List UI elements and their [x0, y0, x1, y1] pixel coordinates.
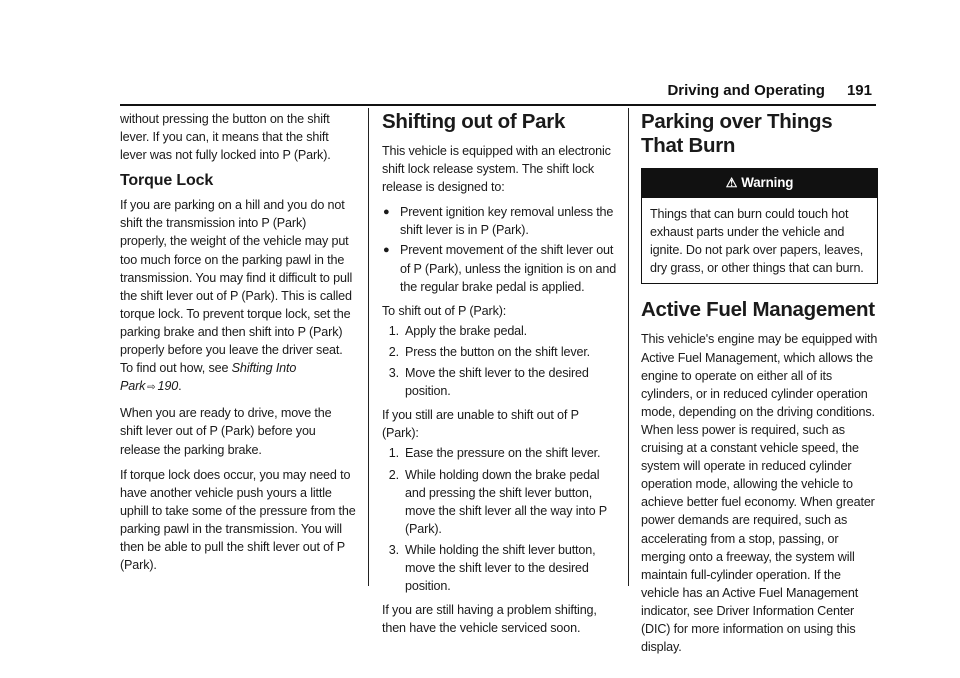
- list-item: 3. While holding the shift lever button, move the shift lever to the desired position.: [388, 542, 596, 594]
- section-heading-active-fuel-management: Active Fuel Management: [641, 298, 875, 322]
- warning-text: Things that can burn could touch hot exhaust parts under the vehicle and ignite. Do not park over papers, leaves, dry grass, or other things that can burn.: [650, 207, 864, 276]
- bullet-item: ● Prevent ignition key removal unless the shift lever is in P (Park).: [383, 205, 614, 238]
- warning-header: [642, 169, 877, 198]
- column-divider: [368, 108, 369, 586]
- bullet-list: [382, 203, 618, 295]
- list-item: 1. Ease the pressure on the shift lever.: [388, 446, 601, 461]
- column-3: [641, 110, 878, 663]
- paragraph: If you still are unable to shift out of P (Park):: [382, 408, 579, 441]
- column-2: [382, 110, 618, 644]
- numbered-list: [382, 322, 618, 400]
- cross-reference-link[interactable]: Shifting Into Park: [120, 361, 297, 394]
- paragraph: If you are parking on a hill and you do not shift the transmission into P (Park) properly, the weight of the vehicle may put too much force on the parking pawl in the transmission. You may find it difficult to pull the shift lever out of P (Park). This is called torque lock. To prevent torque lock, set the parking brake and then shift into P (Park) properly before you leave the driver seat. To find out how, see Shifting Into Park ⇨ 190.: [120, 198, 353, 394]
- paragraph: If you are still having a problem shifting, then have the vehicle serviced soon.: [382, 603, 597, 636]
- column-divider: [628, 108, 629, 586]
- paragraph: To shift out of P (Park):: [382, 303, 507, 318]
- list-item: 1. Apply the brake pedal.: [388, 323, 528, 338]
- warning-triangle-icon: ⚠: [725, 175, 738, 190]
- running-header: [667, 82, 872, 99]
- list-item: 2. Press the button on the shift lever.: [388, 344, 591, 359]
- list-item: 3. Move the shift lever to the desired position.: [388, 366, 589, 399]
- page-number: 191: [846, 82, 872, 99]
- section-heading-torque-lock: Torque Lock: [120, 172, 214, 190]
- list-item: 2. While holding down the brake pedal and pressing the shift lever button, move the shift lever all the way into P (Park).: [388, 467, 607, 536]
- page-reference-arrow-icon: ⇨: [147, 382, 156, 394]
- cross-reference-page[interactable]: 190: [157, 379, 179, 394]
- section-heading-shifting-out-of-park: Shifting out of Park: [382, 110, 566, 133]
- numbered-list: [382, 444, 618, 595]
- bullet-icon: ●: [383, 244, 390, 257]
- warning-box: [641, 168, 878, 284]
- warning-title: Warning: [741, 175, 794, 190]
- paragraph: If torque lock does occur, you may need to have another vehicle push yours a little uphill to take some of the pressure from the parking pawl in the transmission. You will then be able to pull the shift lever out of P (Park).: [120, 467, 356, 573]
- section-heading-parking-over-things-that-burn: Parking over Things That Burn: [641, 110, 833, 157]
- paragraph: without pressing the button on the shift lever. If you can, it means that the shift lever was not fully locked into P (Park).: [120, 112, 331, 163]
- header-divider: [120, 104, 876, 106]
- paragraph: When you are ready to drive, move the shift lever out of P (Park) before you release the parking brake.: [120, 406, 332, 457]
- bullet-item: ● Prevent movement of the shift lever out of P (Park), unless the ignition is on and the regular brake pedal is applied.: [383, 243, 617, 294]
- column-1: [120, 110, 356, 581]
- section-title: Driving and Operating: [667, 82, 825, 99]
- bullet-icon: ●: [383, 206, 390, 219]
- paragraph: This vehicle's engine may be equipped with Active Fuel Management, which allows the engine to operate on either all of its cylinders, or in reduced cylinder operation mode, depending on the driving conditions. When less power is required, such as cruising at a constant vehicle speed, the system will operate in reduced cylinder operation mode, allowing the vehicle to achieve better fuel economy. When greater power demands are required, such as accelerating from a stop, passing, or merging onto a freeway, the system will maintain full-cylinder operation. If the vehicle has an Active Fuel Management indicator, see Driver Information Center (DIC) for more information on using this display.: [641, 332, 878, 655]
- paragraph: This vehicle is equipped with an electronic shift lock release system. The shift lock release is designed to:: [382, 144, 611, 195]
